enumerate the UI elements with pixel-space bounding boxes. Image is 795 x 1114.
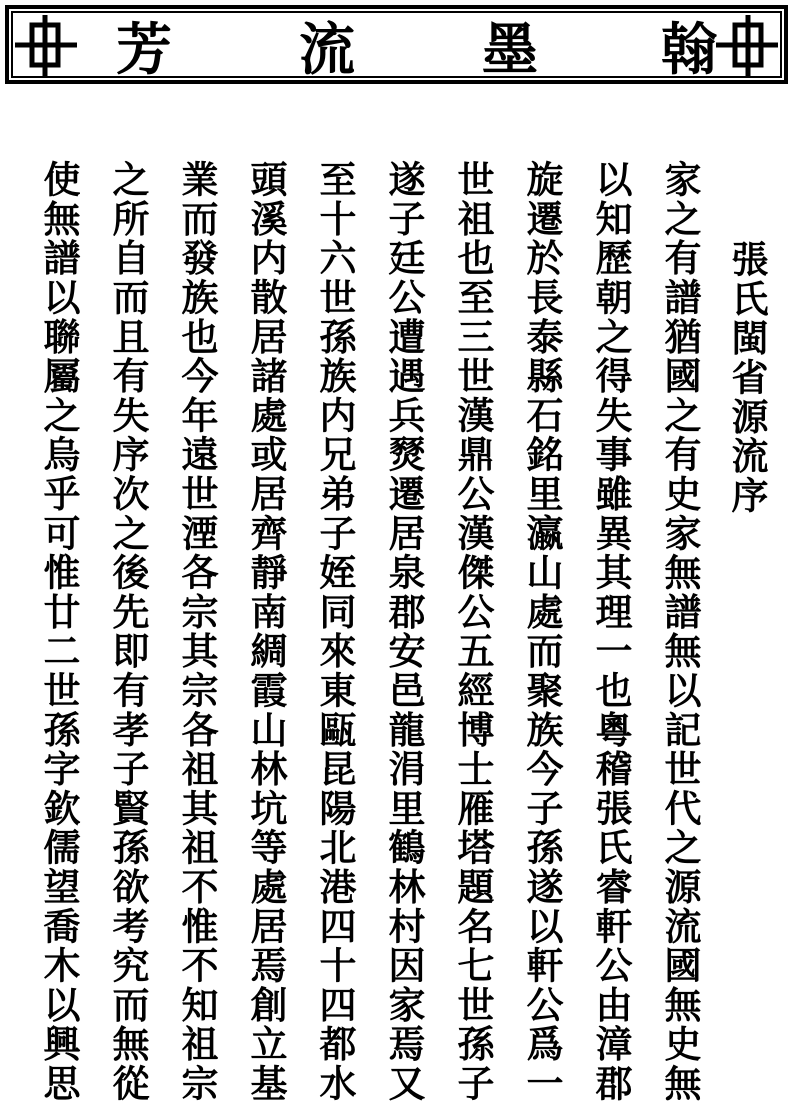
title-character: 墨 [482,17,538,83]
text-column: 世祖也至三世漢鼎公漢傑公五經博士雁塔題名七世孫子 [451,160,495,1104]
text-column: 遂子廷公遭遇兵燹遷居泉郡安邑龍涓里鶴林村因家焉又 [382,160,426,1104]
text-column: 家之有譜猶國之有史家無譜無以記世代之源流國無史無 [658,160,702,1104]
text-column: 頭溪内散居諸處或居齊靜南綢霞山林坑等處居焉創立基 [244,160,288,1104]
fret-ornament-icon [15,15,77,77]
document-heading: 張氏閩省源流序 [725,240,769,516]
text-column: 以知歷朝之得失事雖異其理一也粵稽張氏睿軒公由漳郡 [589,160,633,1104]
title-character: 流 [299,17,355,83]
title-character: 翰 [661,17,717,83]
text-column: 旋遷於長泰縣石銘里瀛山處而聚族今子孫遂以軒公爲一 [520,160,564,1104]
title-character: 芳 [116,17,172,83]
text-column: 業而發族也今年遠世湮各宗其宗各祖其祖不惟不知祖宗 [175,160,219,1104]
document-body [0,160,795,1104]
title-banner [5,5,788,84]
text-column: 之所自而且有失序次之後先即有孝子賢孫欲考究而無從 [106,160,150,1104]
fret-ornament-icon [716,15,778,77]
text-column: 使無譜以聯屬之烏乎可惟廿二世孫字欽儒望喬木以興思 [37,160,81,1104]
text-column: 至十六世孫族内兄弟子姪同來東甌昆陽北港四十四都水 [313,160,357,1104]
